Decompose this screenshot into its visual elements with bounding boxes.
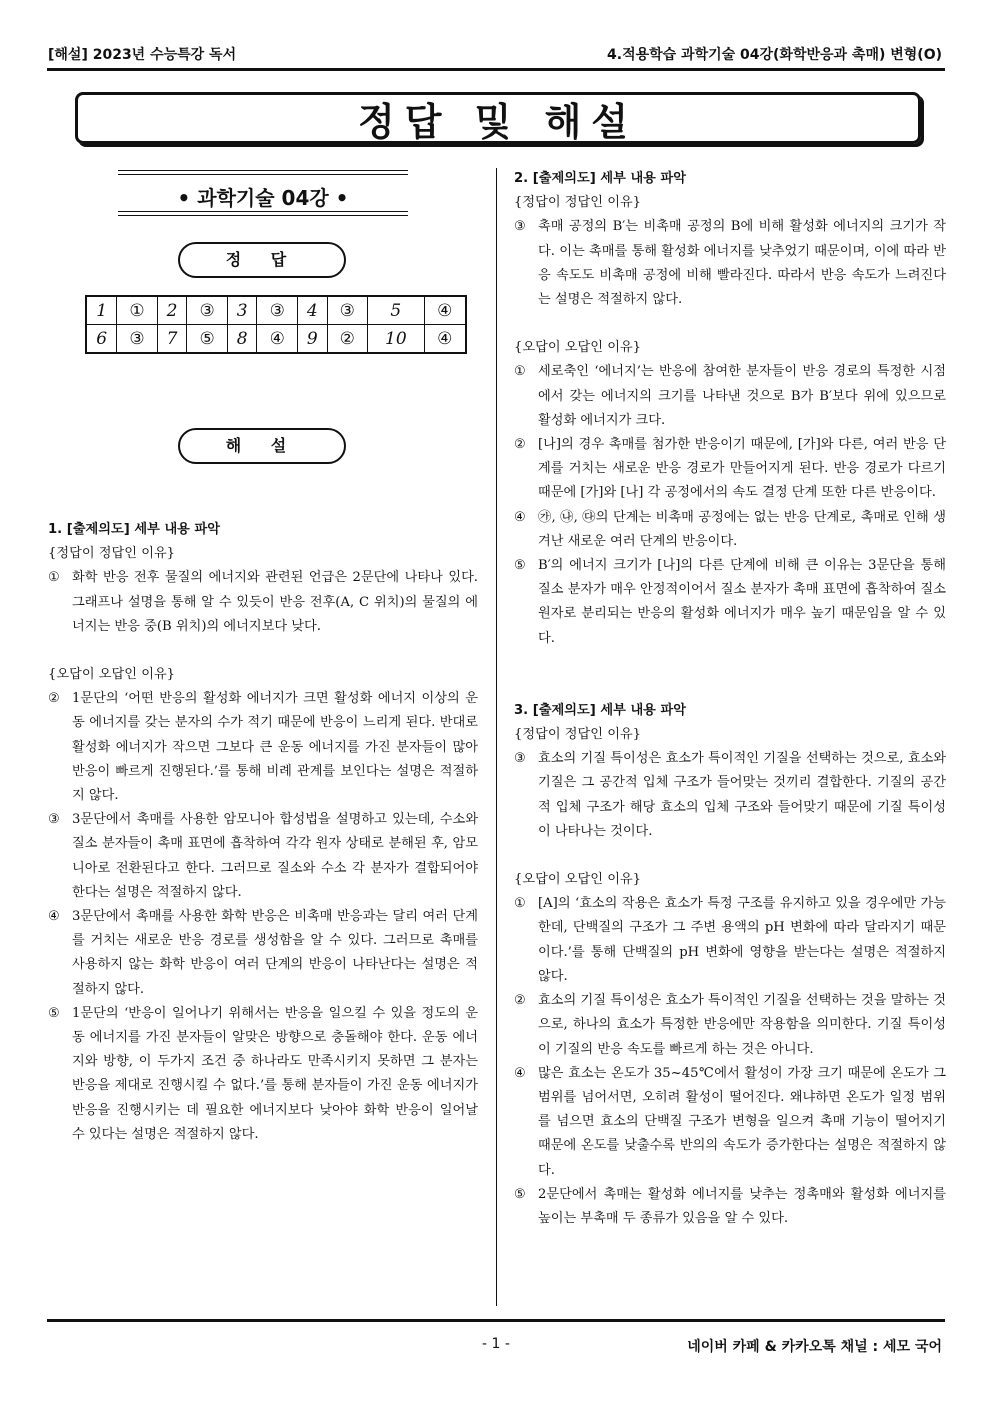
list-item — [48, 905, 478, 1002]
choice-text: 효소의 기질 특이성은 효소가 특이적인 기질을 선택하는 것으로, 효소와 기질은 그 공간적 입체 구조가 들어맞는 것끼리 결합한다. 기질의 공간적 입체 구조가 해당 효소의 입체 구조와 들어맞기 때문에 기질 특이성이 나타나는 것이다. — [538, 751, 946, 839]
header-left: [해설] 2023년 수능특강 독서 — [48, 47, 237, 63]
answer-choice: ⑤ — [187, 325, 228, 354]
choice-text: 세로축인 ‘에너지’는 반응에 참여한 분자들이 반응 경로의 특정한 시점에서 갖는 에너지의 크기를 나타낸 것으로 B가 B′보다 위에 있으므로 활성화 에너지가 크다. — [538, 364, 946, 428]
top-rule — [47, 68, 945, 71]
table-row — [86, 325, 466, 354]
list-item — [514, 360, 946, 433]
choice-mark: ③ — [48, 812, 60, 828]
list-item — [48, 566, 478, 639]
choice-mark: ① — [514, 364, 526, 380]
answer-number: 3 — [227, 296, 257, 325]
choice-mark: ⑤ — [48, 1005, 60, 1021]
answer-choice: ③ — [117, 325, 158, 354]
list-item — [48, 808, 478, 905]
answer-choice: ④ — [257, 325, 298, 354]
explanation-label: 해 설 — [178, 428, 346, 464]
choice-mark: ④ — [514, 509, 526, 525]
subtitle: • 과학기술 04강 • — [177, 186, 349, 210]
choice-text: 많은 효소는 온도가 35~45℃에서 활성이 가장 크기 때문에 온도가 그 범위를 넘어서면, 오히려 활성이 떨어진다. 왜냐하면 온도가 일정 범위를 넘으면 효소의 단백질 구조가 변형을 일으켜 촉매 기능이 떨어지기 때문에 온도를 낮출수록 반의의 속도가 증가한다는 설명은 적절하지 않다. — [538, 1065, 946, 1178]
choice-text: B′의 에너지 크기가 [나]의 다른 단계에 비해 큰 이유는 3문단을 통해 질소 분자가 매우 안정적이어서 질소 분자가 촉매 표면에 흡착하여 질소 원자로 분리되는 반응의 활성화 에너지가 매우 높기 때문임을 알 수 있다. — [538, 558, 946, 646]
choice-text: 2문단에서 촉매는 활성화 에너지를 낮추는 정촉매와 활성화 에너지를 높이는 부촉매 두 종류가 있음을 알 수 있다. — [538, 1186, 946, 1226]
q3-heading: 3. [출제의도] 세부 내용 파악 — [514, 702, 686, 718]
footer-text: 네이버 카페 & 카카오톡 채널 : 세모 국어 — [687, 1339, 942, 1355]
answer-table — [85, 295, 467, 354]
table-row — [86, 296, 466, 325]
choice-mark: ③ — [514, 219, 526, 235]
choice-mark: ⑤ — [514, 558, 526, 574]
choice-text: [나]의 경우 촉매를 첨가한 반응이기 때문에, [가]와 다른, 여러 반응 단계를 거치는 새로운 반응 경로가 만들어지게 된다. 반응 경로가 다르기 때문에 [가]와 [나] 각 공정에서의 속도 결정 단계 또한 다른 반응이다. — [538, 437, 946, 501]
list-item — [514, 892, 946, 989]
answer-choice: ① — [117, 296, 158, 325]
q2-wrong-label: {오답이 오답인 이유} — [514, 340, 642, 356]
list-item — [514, 1183, 946, 1231]
choice-mark: ④ — [514, 1065, 526, 1081]
choice-text: [A]의 ‘효소의 작용은 효소가 특정 구조를 유지하고 있을 경우에만 가능한데, 단백질의 구조가 그 주변 용액의 pH 변화에 따라 달라지기 때문이다.’를 통해 단백질의 pH 변화에 영향을 받는다는 설명은 적절하지 않다. — [538, 896, 946, 984]
column-divider — [496, 168, 497, 1306]
answer-label: 정 답 — [178, 242, 346, 278]
list-item — [514, 554, 946, 651]
choice-text: 화학 반응 전후 물질의 에너지와 관련된 언급은 2문단에 나타나 있다. 그래프나 설명을 통해 알 수 있듯이 반응 전후(A, C 위치)의 물질의 에너지는 반응 중(B 위치)의 에너지보다 낮다. — [72, 570, 478, 634]
bottom-rule — [47, 1319, 945, 1322]
answer-choice: ④ — [424, 296, 466, 325]
answer-number: 9 — [297, 325, 327, 354]
left-column — [48, 518, 478, 1147]
page-title: 정답 및 해설 — [358, 99, 638, 144]
answer-choice: ③ — [327, 296, 368, 325]
choice-mark: ② — [514, 993, 526, 1009]
list-item — [514, 433, 946, 506]
answer-number: 4 — [297, 296, 327, 325]
answer-choice: ② — [327, 325, 368, 354]
q2-correct-label: {정답이 정답인 이유} — [514, 195, 642, 211]
answer-number: 2 — [157, 296, 187, 325]
choice-mark: ② — [514, 437, 526, 453]
header-right: 4.적용학습 과학기술 04강(화학반응과 촉매) 변형(O) — [607, 47, 942, 63]
list-item — [514, 1062, 946, 1183]
q1-correct-label: {정답이 정답인 이유} — [48, 546, 176, 562]
answer-number: 8 — [227, 325, 257, 354]
choice-text: 효소의 기질 특이성은 효소가 특이적인 기질을 선택하는 것을 말하는 것으로, 하나의 효소가 특정한 반응에만 작용함을 의미한다. 기질 특이성이 기질의 반응 속도를 빠르게 하는 것은 아니다. — [538, 993, 946, 1057]
answer-number: 7 — [157, 325, 187, 354]
choice-mark: ⑤ — [514, 1186, 526, 1202]
page-number: - 1 - — [482, 1336, 510, 1352]
list-item — [514, 747, 946, 844]
list-item — [514, 989, 946, 1062]
q1-heading: 1. [출제의도] 세부 내용 파악 — [48, 522, 220, 537]
answer-choice: ④ — [424, 325, 466, 354]
choice-text: 촉매 공정의 B′는 비촉매 공정의 B에 비해 활성화 에너지의 크기가 작다. 이는 촉매를 통해 활성화 에너지를 낮추었기 때문이며, 이에 따라 반응 속도도 비촉매 공정에 비해 빨라진다. 따라서 반응 속도가 느려진다는 설명은 적절하지 않다. — [538, 219, 946, 308]
list-item — [48, 1002, 478, 1147]
choice-mark: ① — [514, 896, 526, 912]
title-box — [75, 92, 921, 144]
choice-text: 3문단에서 촉매를 사용한 화학 반응은 비촉매 반응과는 달리 여러 단계를 거치는 새로운 반응 경로를 생성함을 알 수 있다. 그러므로 촉매를 사용하지 않는 화학 반응이 여러 단계의 반응이 나타난다는 설명은 적절하지 않다. — [72, 909, 478, 997]
choice-text: 1문단의 ‘반응이 일어나기 위해서는 반응을 일으킬 수 있을 정도의 운동 에너지를 가진 분자들이 알맞은 방향으로 충돌해야 한다. 운동 에너지와 방향, 이 두가지 조건 중 하나라도 만족시키지 못하면 그 분자는 반응을 제대로 진행시킬 수 없다.’를 통해 분자들이 가진 운동 에너지가 반응을 진행시키는 데 필요한 에너지보다 낮아야 화학 반응이 일어날 수 있다는 설명은 적절하지 않다. — [72, 1005, 478, 1142]
list-item — [514, 506, 946, 554]
choice-text: ㉮, ㉯, ㉰의 단계는 비촉매 공정에는 없는 반응 단계로, 촉매로 인해 생겨난 새로운 여러 단계의 반응이다. — [538, 509, 946, 549]
answer-number: 5 — [368, 296, 425, 325]
choice-mark: ③ — [514, 751, 526, 767]
choice-text: 3문단에서 촉매를 사용한 암모니아 합성법을 설명하고 있는데, 수소와 질소 분자들이 촉매 표면에 흡착하여 각각 원자 상태로 분해된 후, 암모니아로 전환된다고 한다. 그러므로 질소와 수소 각 분자가 결합되어야 한다는 설명은 적절하지 않다. — [72, 812, 478, 900]
choice-mark: ② — [48, 691, 60, 707]
answer-number: 1 — [86, 296, 117, 325]
choice-mark: ④ — [48, 909, 60, 925]
answer-choice: ③ — [187, 296, 228, 325]
list-item — [514, 215, 946, 312]
choice-mark: ① — [48, 570, 60, 586]
choice-text: 1문단의 ‘어떤 반응의 활성화 에너지가 크면 활성화 에너지 이상의 운동 에너지를 갖는 분자의 수가 적기 때문에 반응이 느리게 된다. 반대로 활성화 에너지가 작으면 그보다 큰 운동 에너지를 가진 분자들이 많아 반응이 빠르게 진행된다.’를 통해 비례 관계를 보인다는 설명은 적절하지 않다. — [72, 691, 478, 804]
q2-heading: 2. [출제의도] 세부 내용 파악 — [514, 171, 686, 186]
q1-wrong-label: {오답이 오답인 이유} — [48, 667, 176, 683]
answer-choice: ③ — [257, 296, 298, 325]
right-column — [514, 167, 946, 1231]
q3-correct-label: {정답이 정답인 이유} — [514, 727, 642, 743]
q3-wrong-label: {오답이 오답인 이유} — [514, 872, 642, 888]
subtitle-banner — [118, 170, 408, 216]
list-item — [48, 687, 478, 808]
answer-number: 6 — [86, 325, 117, 354]
answer-number: 10 — [368, 325, 425, 354]
